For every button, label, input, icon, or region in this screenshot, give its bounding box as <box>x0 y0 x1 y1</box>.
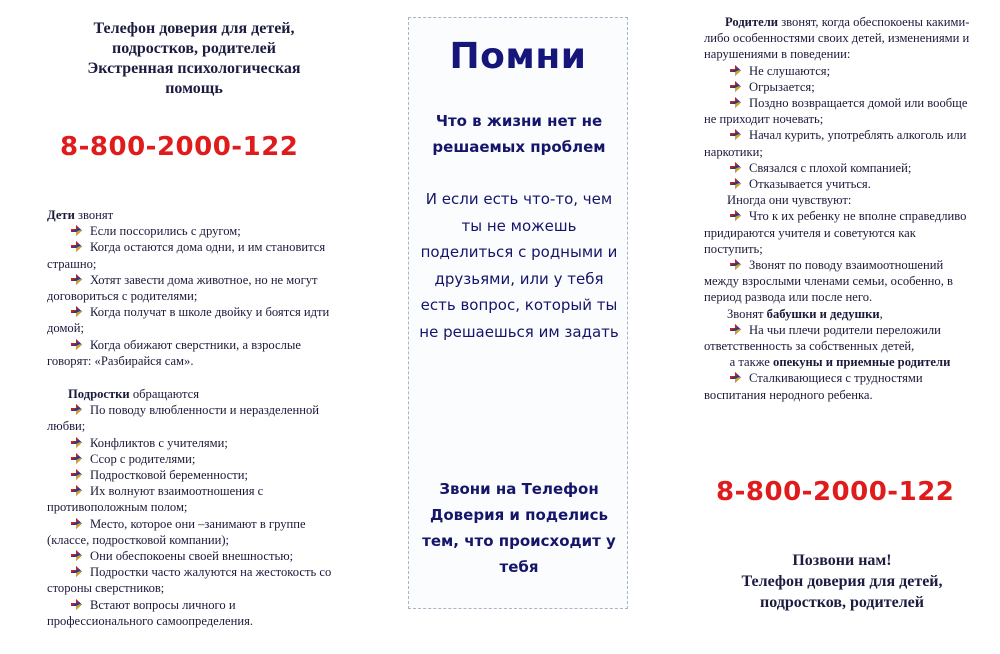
right-footer <box>704 550 980 613</box>
list-item <box>704 257 976 306</box>
arrow-bullet-icon <box>71 437 82 448</box>
grandparents-line: Звонят бабушки и дедушки, <box>727 306 883 321</box>
list-item-text: Они обеспокоены своей внешностью; <box>90 549 294 564</box>
footer-line: Позвони нам! <box>792 552 892 569</box>
list-item <box>47 467 344 483</box>
list-item-text: Начал курить, употреблять алкоголь или наркотики; <box>704 128 967 159</box>
header-line: подростков, родителей <box>112 40 276 57</box>
middle-panel <box>408 17 628 609</box>
arrow-bullet-icon <box>730 259 741 270</box>
list-item <box>47 402 344 434</box>
list-item <box>47 516 344 548</box>
list-item-text: Связался с плохой компанией; <box>749 160 912 175</box>
header-line: Экстренная психологическая <box>87 60 301 77</box>
header-line: Телефон доверия для детей, <box>93 20 295 37</box>
list-item <box>47 435 344 451</box>
list-item-text: Что к их ребенку не вполне справедливо придираются учителя и советуются как поступить; <box>704 209 967 256</box>
arrow-bullet-icon <box>71 485 82 496</box>
teens-section <box>47 386 344 629</box>
list-item <box>704 176 976 192</box>
arrow-bullet-icon <box>730 178 741 189</box>
kids-section <box>47 207 344 369</box>
arrow-bullet-icon <box>71 469 82 480</box>
list-item-text: Когда получат в школе двойку и боятся идти домой; <box>47 305 330 336</box>
list-item <box>47 337 344 369</box>
list-item-text: На чьи плечи родители переложили ответственность за собственных детей, <box>704 322 941 354</box>
arrow-bullet-icon <box>71 550 82 561</box>
parents-intro: Родители звонят, когда обеспокоены какими-либо особенностями своих детей, изменениями и нарушениями в поведении: <box>704 15 970 62</box>
phone-number-right[interactable]: 8-800-2000-122 <box>716 477 955 507</box>
arrow-bullet-icon <box>730 372 741 383</box>
remember-body: И если есть что-то, чем ты не можешь поделиться с родными и друзьями, или у тебя есть вопрос, который ты не решаешься им задать <box>419 190 619 341</box>
list-item-text: Ссор с родителями; <box>90 451 196 466</box>
list-item <box>704 160 976 176</box>
call-to-action: Звони на Телефон Доверия и поделись тем, что происходит у тебя <box>422 480 616 576</box>
list-item <box>704 95 976 127</box>
arrow-bullet-icon <box>730 97 741 108</box>
arrow-bullet-icon <box>71 518 82 529</box>
list-item-text: Место, которое они –занимают в группе (классе, подростковой компании); <box>47 516 306 547</box>
list-item <box>704 79 976 95</box>
arrow-bullet-icon <box>71 453 82 464</box>
list-item-text: Конфликтов с учителями; <box>90 435 228 450</box>
list-item <box>704 127 976 159</box>
list-item <box>47 597 344 629</box>
parents-section <box>704 14 976 403</box>
arrow-bullet-icon <box>730 129 741 140</box>
remember-subtitle: Что в жизни нет не решаемых проблем <box>432 112 606 156</box>
teens-title: Подростки обращаются <box>68 387 200 401</box>
list-item-text: Сталкивающиеся с трудностями воспитания неродного ребенка. <box>704 371 923 402</box>
list-item <box>47 548 344 564</box>
arrow-bullet-icon <box>71 599 82 610</box>
arrow-bullet-icon <box>71 241 82 252</box>
list-item <box>47 239 344 271</box>
list-item <box>47 483 344 515</box>
arrow-bullet-icon <box>71 404 82 415</box>
list-item <box>47 223 344 239</box>
arrow-bullet-icon <box>71 566 82 577</box>
list-item-text: Хотят завести дома животное, но не могут договориться с родителями; <box>47 272 318 304</box>
list-item <box>704 322 976 354</box>
list-item <box>47 564 344 596</box>
list-item-text: По поводу влюбленности и неразделенной любви; <box>47 403 319 434</box>
list-item-text: Поздно возвращается домой или вообще не приходит ночевать; <box>704 96 968 127</box>
list-item-text: Встают вопросы личного и профессионального самоопределения. <box>47 597 254 628</box>
remember-title: Помни <box>449 36 587 77</box>
arrow-bullet-icon <box>730 65 741 76</box>
list-item-text: Не слушаются; <box>749 63 831 78</box>
list-item-text: Их волнуют взаимоотношения с противоположным полом; <box>47 484 264 515</box>
list-item-text: Если поссорились с другом; <box>90 224 241 239</box>
header-line: помощь <box>165 80 223 97</box>
list-item <box>704 63 976 79</box>
list-item-text: Когда обижают сверстники, а взрослые говорят: «Разбирайся сам». <box>47 337 301 368</box>
kids-title: Дети звонят <box>47 208 114 222</box>
arrow-bullet-icon <box>71 339 82 350</box>
arrow-bullet-icon <box>730 81 741 92</box>
list-item-text: Отказывается учиться. <box>749 177 871 192</box>
footer-line: Телефон доверия для детей, <box>741 573 943 590</box>
feel-line: Иногда они чувствуют: <box>727 193 852 208</box>
left-header <box>54 19 334 99</box>
list-item <box>704 370 976 402</box>
arrow-bullet-icon <box>71 274 82 285</box>
list-item <box>47 304 344 336</box>
arrow-bullet-icon <box>730 162 741 173</box>
guardians-line: а также опекуны и приемные родители <box>729 355 951 370</box>
list-item-text: Подростковой беременности; <box>90 468 248 483</box>
list-item <box>704 208 976 257</box>
list-item-text: Огрызается; <box>749 79 815 94</box>
list-item-text: Звонят по поводу взаимоотношений между взрослыми членами семьи, особенно, в период развода или после него. <box>704 258 953 305</box>
footer-line: подростков, родителей <box>760 594 924 611</box>
list-item-text: Когда остаются дома одни, и им становится страшно; <box>47 240 326 271</box>
list-item <box>47 272 344 304</box>
arrow-bullet-icon <box>730 210 741 221</box>
arrow-bullet-icon <box>71 306 82 317</box>
phone-number-left[interactable]: 8-800-2000-122 <box>60 132 299 162</box>
list-item-text: Подростки часто жалуются на жестокость со стороны сверстников; <box>47 565 332 596</box>
arrow-bullet-icon <box>71 225 82 236</box>
arrow-bullet-icon <box>730 324 741 335</box>
list-item <box>47 451 344 467</box>
